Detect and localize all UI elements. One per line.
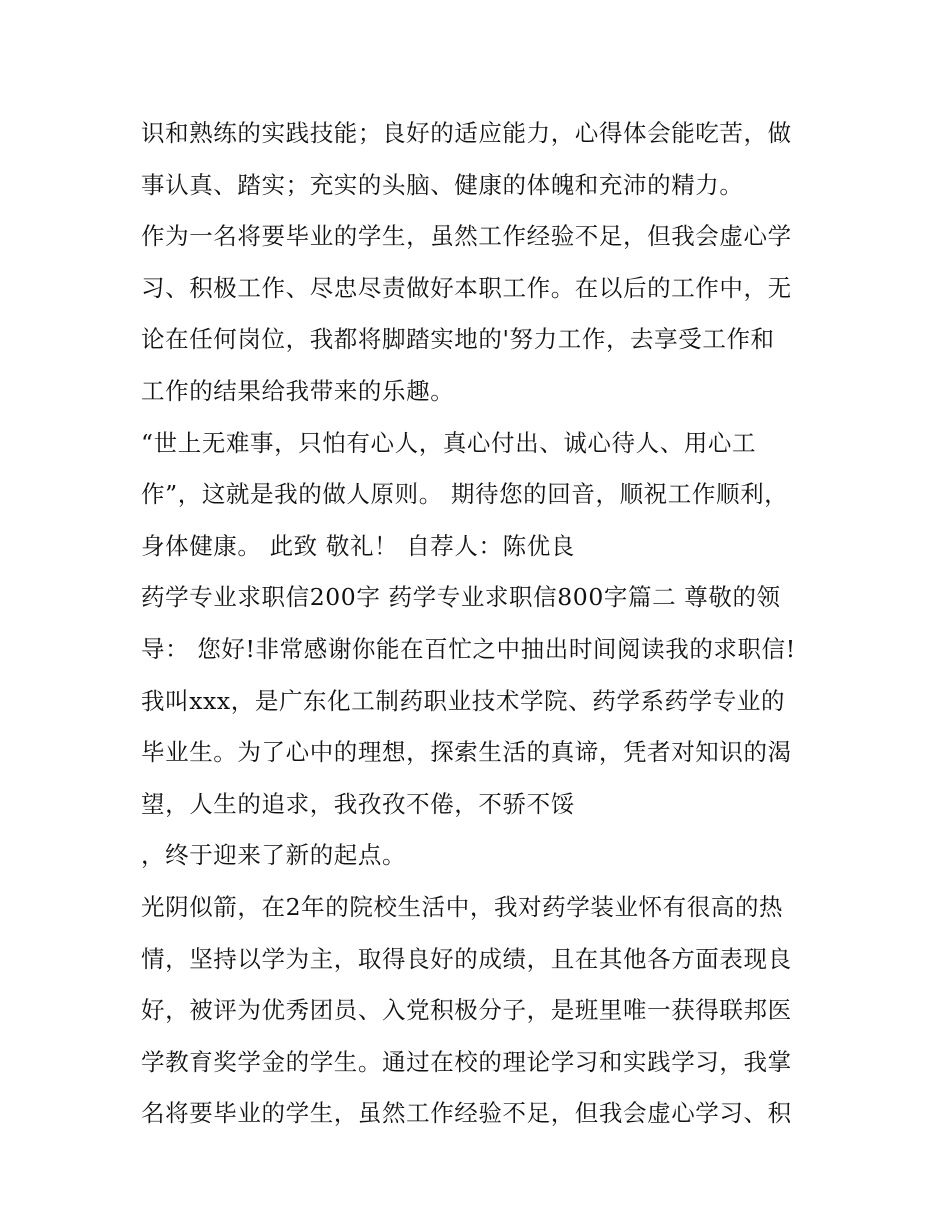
text-line: 作为一名将要毕业的学生，虽然工作经验不足，但我会虚心学 xyxy=(141,222,792,251)
text-line: 药学专业求职信200字 药学专业求职信800字篇二 尊敬的领 xyxy=(141,583,781,612)
text-line: 事认真、踏实；充实的头脑、健康的体魄和充沛的精力。 xyxy=(141,170,744,199)
text-line: 望，人生的追求，我孜孜不倦，不骄不馁 xyxy=(141,789,575,818)
text-line: 身体健康。 此致 敬礼！ 自荐人：陈优良 xyxy=(141,531,575,560)
text-line: 导： 您好!非常感谢你能在百忙之中抽出时间阅读我的求职信! xyxy=(141,634,796,663)
text-line: 情，坚持以学为主，取得良好的成绩，且在其他各方面表现良 xyxy=(141,944,792,973)
text-line: 光阴似箭，在2年的院校生活中，我对药学装业怀有很高的热 xyxy=(141,892,784,921)
body-text xyxy=(141,108,831,1140)
text-line: 我叫xxx，是广东化工制药职业技术学院、药学系药学专业的 xyxy=(141,686,786,715)
text-line: 作”，这就是我的做人原则。 期待您的回音，顺祝工作顺利， xyxy=(141,480,789,509)
text-line: 工作的结果给我带来的乐趣。 xyxy=(141,376,455,405)
text-line: 习、积极工作、尽忠尽责做好本职工作。在以后的工作中，无 xyxy=(141,273,792,302)
text-line: 学教育奖学金的学生。通过在校的理论学习和实践学习，我掌 xyxy=(141,1047,792,1076)
text-line: “世上无难事，只怕有心人，真心付出、诚心待人、用心工 xyxy=(141,428,757,457)
text-line: 识和熟练的实践技能；良好的适应能力，心得体会能吃苦，做 xyxy=(141,119,792,147)
text-line: ，终于迎来了新的起点。 xyxy=(141,841,407,870)
text-line: 论在任何岗位，我都将脚踏实地的'努力工作，去享受工作和 xyxy=(141,325,775,354)
text-line: 名将要毕业的学生，虽然工作经验不足，但我会虚心学习、积 xyxy=(141,1099,792,1128)
text-line: 好，被评为优秀团员、入党积极分子，是班里唯一获得联邦医 xyxy=(141,996,792,1025)
text-line: 毕业生。为了心中的理想，探索生活的真谛，凭者对知识的渴 xyxy=(141,738,792,767)
